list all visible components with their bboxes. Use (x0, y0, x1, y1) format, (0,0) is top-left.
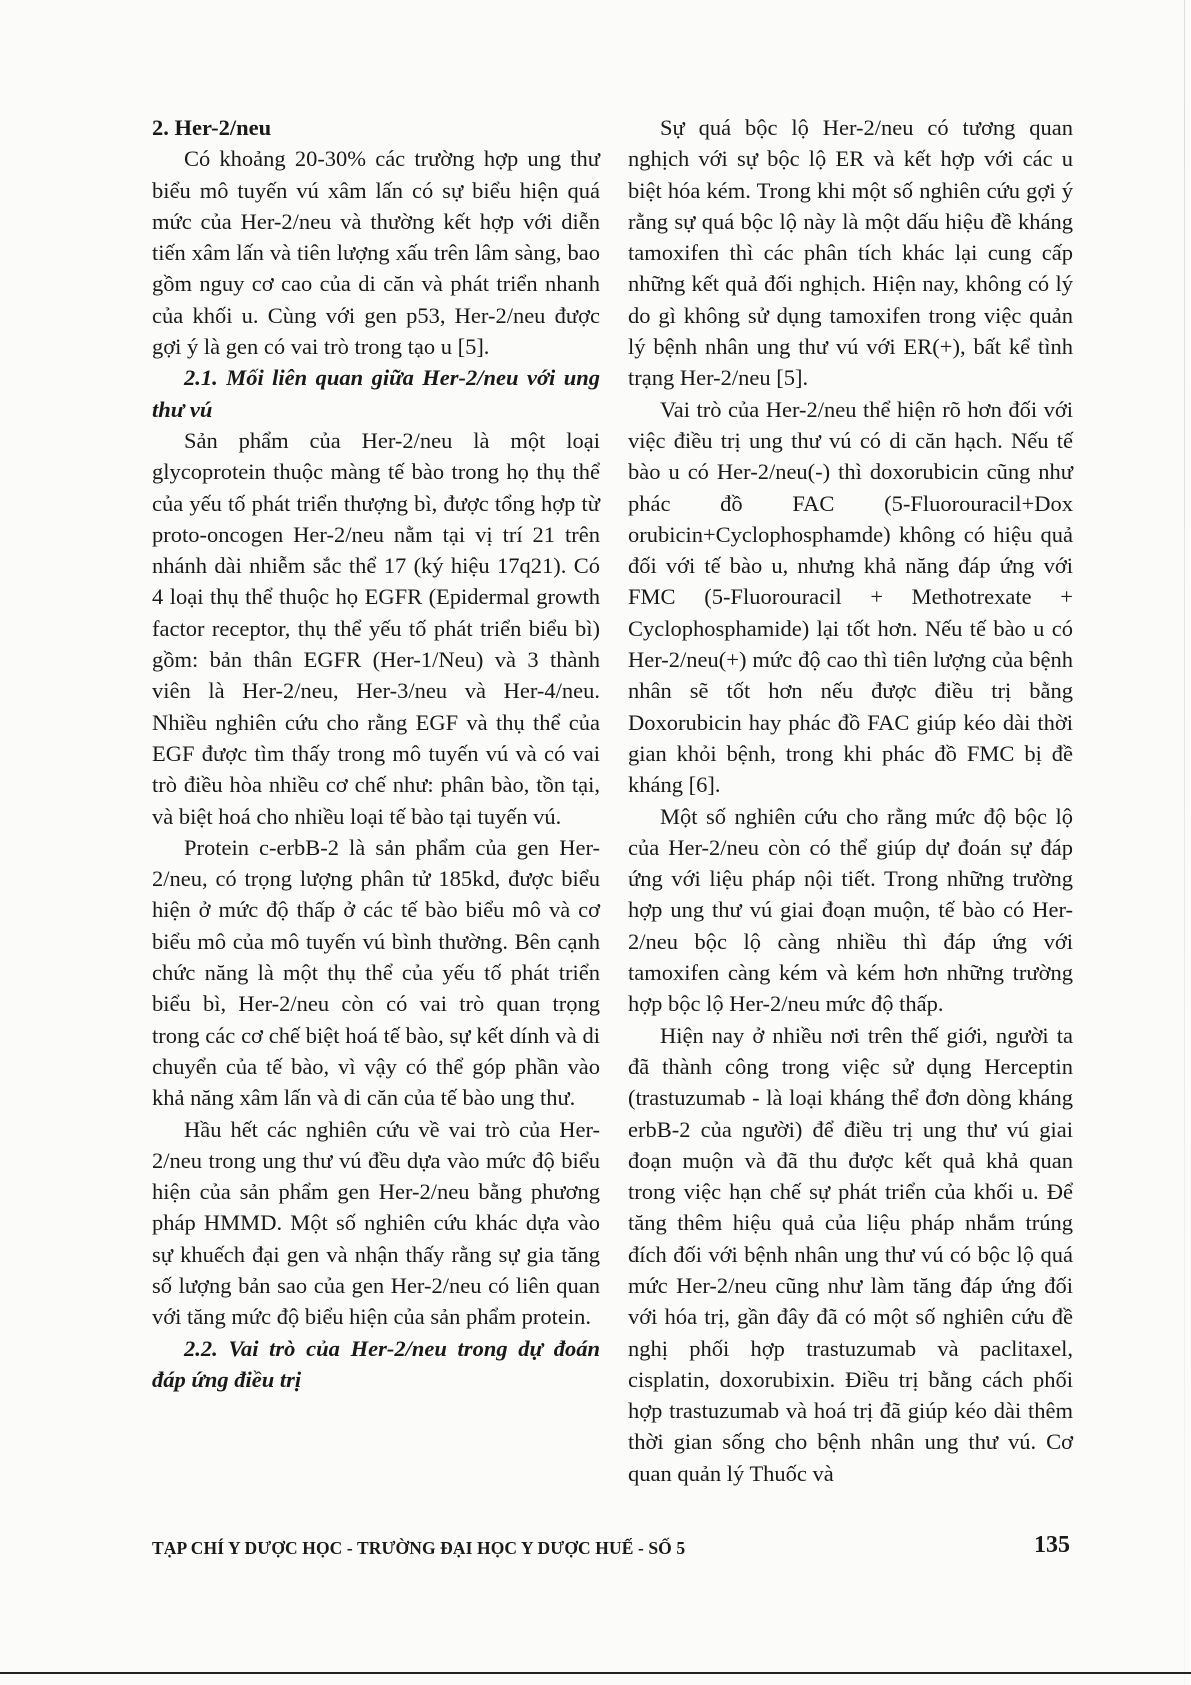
paragraph: Protein c-erbB-2 là sản phẩm của gen Her-2/neu, có trọng lượng phân tử 185kd, được biểu hiện ở mức độ thấp ở các tế bào biểu mô và cơ biểu mô của mô tuyến vú bình thường. Bên cạnh chức năng là một thụ thể của yếu tố phát triển biểu bì, Her-2/neu còn có vai trò quan trọng trong các cơ chế biệt hoá tế bào, sự kết dính và di chuyển của tế bào, vì vậy có thể góp phần vào khả năng xâm lấn và di căn của tế bào ung thư. (152, 834, 600, 1111)
page-number: 135 (1034, 1532, 1070, 1558)
paragraph: Sự quá bộc lộ Her-2/neu có tương quan nghịch với sự bộc lộ ER và kết hợp với các u biệt hóa kém. Trong khi một số nghiên cứu gợi ý rằng sự quá bộc lộ này là một dấu hiệu đề kháng tamoxifen thì các phân tích khác lại cung cấp những kết quả đối nghịch. Hiện nay, không có lý do gì không sử dụng tamoxifen trong việc quản lý bệnh nhân ung thư vú với ER(+), bất kể tình trạng Her-2/neu [5]. (628, 115, 1073, 391)
paragraph: Vai trò của Her-2/neu thể hiện rõ hơn đối với việc điều trị ung thư vú có di căn hạch. Nếu tế bào u có Her-2/neu(-) thì doxorubicin cũng như phác đồ FAC (5-Fluorouracil+Dox orubicin+Cyclophosphamde) không có hiệu quả đối với tế bào u, nhưng khả năng đáp ứng với FMC (5-Fluorouracil + Methotrexate + Cyclophosphamide) lại tốt hơn. Nếu tế bào u có Her-2/neu(+) mức độ cao thì tiên lượng của bệnh nhân sẽ tốt hơn nếu được điều trị bằng Doxorubicin hay phác đồ FAC giúp kéo dài thời gian khỏi bệnh, trong khi phác đồ FMC bị đề kháng [6]. (628, 396, 1073, 798)
scan-bottom-edge (0, 1672, 1191, 1674)
page-footer (152, 1530, 1070, 1564)
left-column (152, 112, 600, 1395)
paragraph: Hầu hết các nghiên cứu về vai trò của Her-2/neu trong ung thư vú đều dựa vào mức độ biểu hiện của sản phẩm gen Her-2/neu bằng phương pháp HMMD. Một số nghiên cứu khác dựa vào sự khuếch đại gen và nhận thấy rằng sự gia tăng số lượng bản sao của gen Her-2/neu có liên quan với tăng mức độ biểu hiện của sản phẩm protein. (152, 1116, 600, 1330)
journal-name: TẠP CHÍ Y DƯỢC HỌC - TRƯỜNG ĐẠI HỌC Y DƯỢC HUẾ - SỐ 5 (152, 1538, 686, 1558)
paragraph: Sản phẩm của Her-2/neu là một loại glycoprotein thuộc màng tế bào trong họ thụ thể của yếu tố phát triển thượng bì, được tổng hợp từ proto-oncogen Her-2/neu nằm tại vị trí 21 trên nhánh dài nhiễm sắc thể 17 (ký hiệu 17q21). Có 4 loại thụ thể thuộc họ EGFR (Epidermal growth factor receptor, thụ thể yếu tố phát triển biểu bì) gồm: bản thân EGFR (Her-1/Neu) và 3 thành viên là Her-2/neu, Her-3/neu và Her-4/neu. Nhiều nghiên cứu cho rằng EGF và thụ thể của EGF được tìm thấy trong mô tuyến vú và có vai trò điều hòa nhiều cơ chế như: phân bào, tồn tại, và biệt hoá cho nhiều loại tế bào tại tuyến vú. (152, 427, 600, 829)
paragraph: Có khoảng 20-30% các trường hợp ung thư biểu mô tuyến vú xâm lấn có sự biểu hiện quá mức của Her-2/neu và thường kết hợp với diễn tiến xâm lấn và tiên lượng xấu trên lâm sàng, bao gồm nguy cơ cao của di căn và phát triển nhanh của khối u. Cùng với gen p53, Her-2/neu được gợi ý là gen có vai trò trong tạo u [5]. (152, 146, 600, 360)
section-title: 2. Her-2/neu (152, 115, 272, 140)
subsection-title: 2.1. Mối liên quan giữa Her-2/neu với ung thư vú (152, 365, 600, 422)
paragraph: Một số nghiên cứu cho rằng mức độ bộc lộ của Her-2/neu còn có thể giúp dự đoán sự đáp ứng với liệu pháp nội tiết. Trong những trường hợp ung thư vú giai đoạn muộn, tế bào có Her-2/neu bộc lộ càng nhiều thì đáp ứng với tamoxifen càng kém và kém hơn những trường hợp bộc lộ Her-2/neu mức độ thấp. (628, 803, 1073, 1017)
paragraph: Hiện nay ở nhiều nơi trên thế giới, người ta đã thành công trong việc sử dụng Herceptin (trastuzumab - là loại kháng thể đơn dòng kháng erbB-2 của người) để điều trị ung thư vú giai đoạn muộn và đã thu được kết quả khả quan trong việc hạn chế sự phát triển của khối u. Để tăng thêm hiệu quả của liệu pháp nhắm trúng đích đối với bệnh nhân ung thư vú có bộc lộ quá mức Her-2/neu cũng như làm tăng đáp ứng đối với hóa trị, gần đây đã có một số nghiên cứu đề nghị phối hợp trastuzumab và paclitaxel, cisplatin, doxorubixin. Điều trị bằng cách phối hợp trastuzumab và hoá trị đã giúp kéo dài thêm thời gian sống cho bệnh nhân ung thư vú. Cơ quan quản lý Thuốc và (628, 1022, 1073, 1486)
subsection-title: 2.2. Vai trò của Her-2/neu trong dự đoán đáp ứng điều trị (152, 1335, 600, 1392)
scan-edge-shadow (1184, 0, 1185, 1685)
right-column (628, 112, 1073, 1489)
